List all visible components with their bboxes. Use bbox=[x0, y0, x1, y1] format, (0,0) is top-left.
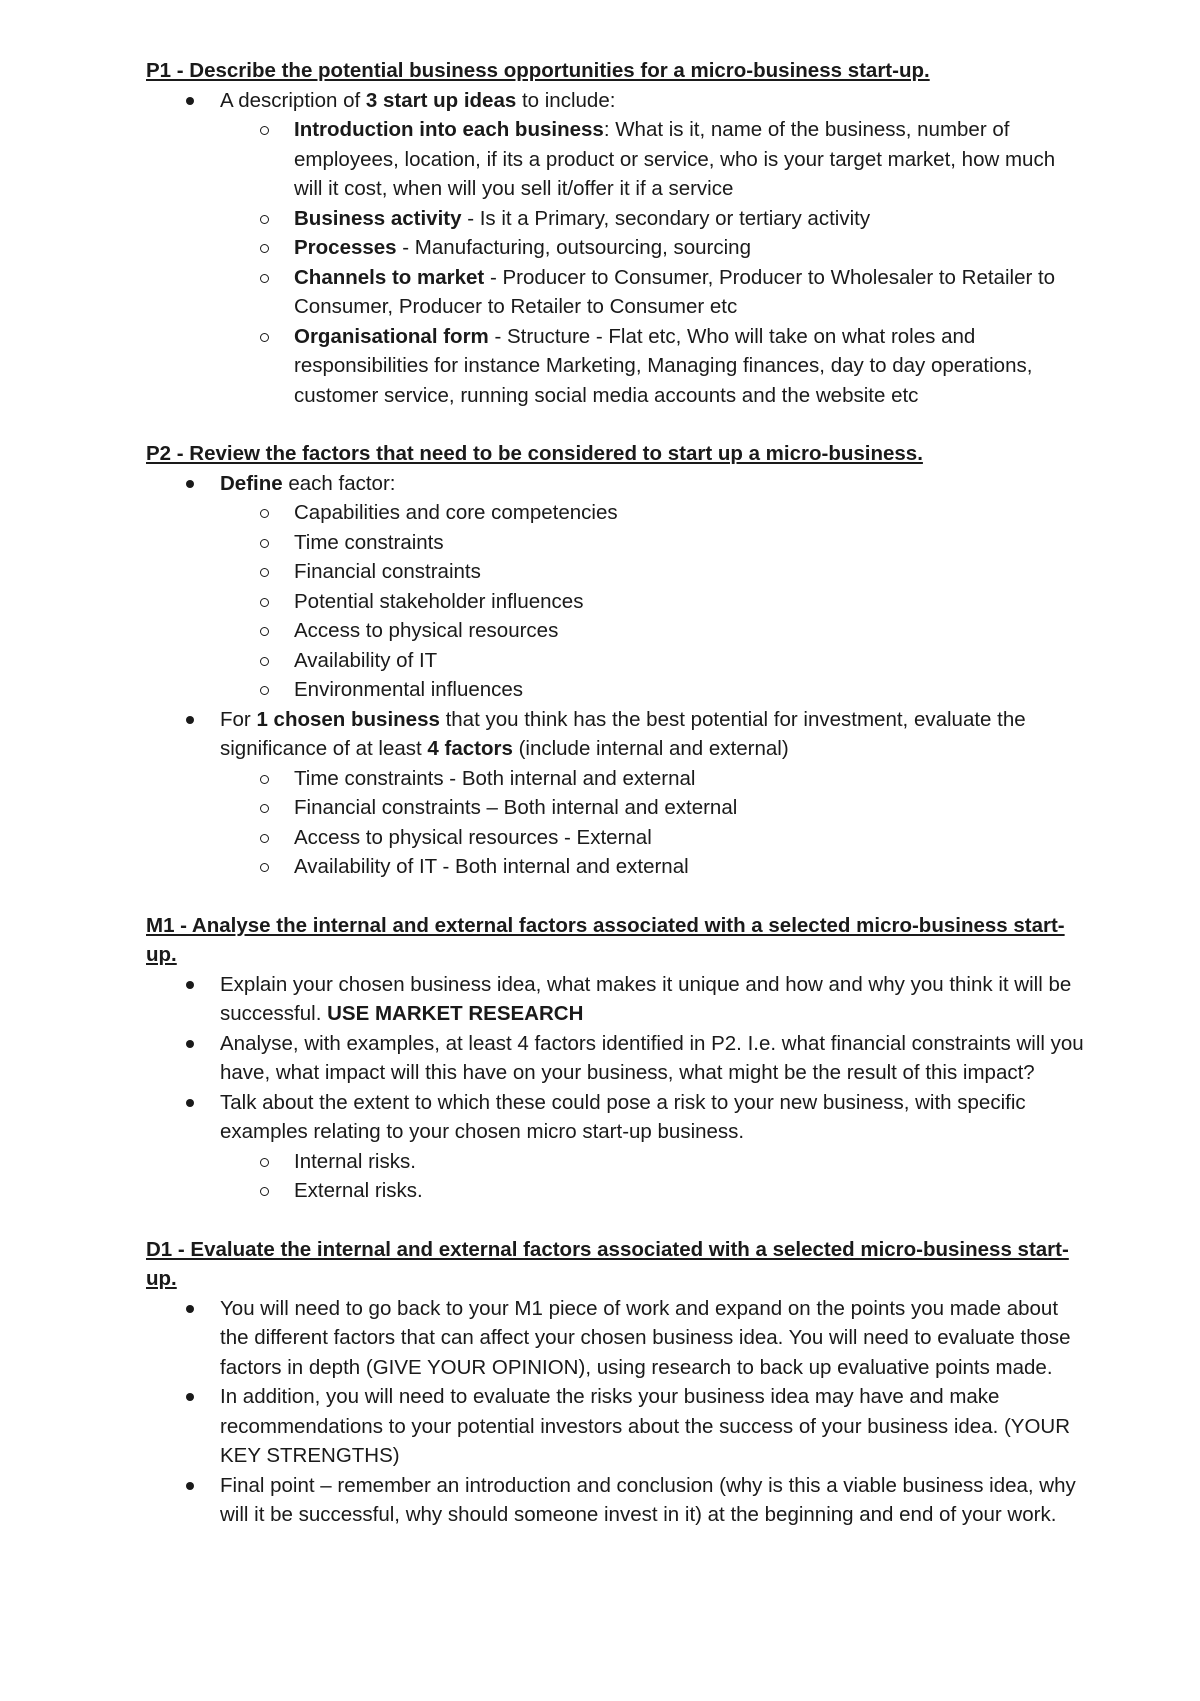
list-item: Business activity - Is it a Primary, secondary or tertiary activity bbox=[220, 204, 1086, 234]
list-item: Channels to market - Producer to Consumer, Producer to Wholesaler to Retailer to Consumer, Producer to Retailer to Consumer etc bbox=[220, 263, 1086, 322]
list-item: Processes - Manufacturing, outsourcing, sourcing bbox=[220, 233, 1086, 263]
list-item: Talk about the extent to which these could pose a risk to your new business, with specific examples relating to your chosen micro start-up business. Internal risks. External risks. bbox=[146, 1088, 1086, 1206]
list-item: In addition, you will need to evaluate the risks your business idea may have and make recommendations to your potential investors about the success of your business idea. (YOUR KEY STRENGTHS) bbox=[146, 1382, 1086, 1471]
section-heading: D1 - Evaluate the internal and external factors associated with a selected micro-business start-up. bbox=[146, 1237, 1069, 1290]
list-item: Access to physical resources bbox=[220, 616, 1086, 646]
list-item: Capabilities and core competencies bbox=[220, 498, 1086, 528]
list-item: Availability of IT - Both internal and external bbox=[220, 852, 1086, 882]
list-item: Financial constraints – Both internal and external bbox=[220, 793, 1086, 823]
list-item: Introduction into each business: What is it, name of the business, number of employees, location, if its a product or service, who is your target market, how much will it cost, when will you sell it/offer it if a service bbox=[220, 115, 1086, 204]
section-p1 bbox=[146, 56, 1086, 410]
list-item: Availability of IT bbox=[220, 646, 1086, 676]
list-item: Define each factor: Capabilities and core competencies Time constraints Financial constraints Potential stakeholder influences Access to physical resources Availability of IT Environmental influences bbox=[146, 469, 1086, 705]
list-item: Analyse, with examples, at least 4 factors identified in P2. I.e. what financial constraints will you have, what impact will this have on your business, what might be the result of this impact? bbox=[146, 1029, 1086, 1088]
section-heading: P2 - Review the factors that need to be considered to start up a micro-business. bbox=[146, 442, 923, 465]
list-item: You will need to go back to your M1 piece of work and expand on the points you made about the different factors that can affect your chosen business idea. You will need to evaluate those factors in depth (GIVE YOUR OPINION), using research to back up evaluative points made. bbox=[146, 1294, 1086, 1383]
list-item: For 1 chosen business that you think has the best potential for investment, evaluate the significance of at least 4 factors (include internal and external) Time constraints - Both internal and external Financial constraints – Both internal and external Access to physical resources - External Availability of IT - Both internal and external bbox=[146, 705, 1086, 882]
list-item: A description of 3 start up ideas to include: Introduction into each business: What is it, name of the business, number of employees, location, if its a product or service, who is your target market, how much will it cost, when will you sell it/offer it if a service Business activity - Is it a Primary, secondary or tertiary activity Processes - Manufacturing, outsourcing, sourcing Channels to market - Producer to Consumer, Producer to Wholesaler to Retailer to Consumer, Producer to Retailer to Consumer etc Organisational form - Structure - Flat etc, Who will take on what roles and responsibilities for instance Marketing, Managing finances, day to day operations, customer service, running social media accounts and the website etc bbox=[146, 86, 1086, 411]
section-m1 bbox=[146, 911, 1086, 1206]
list-item: Financial constraints bbox=[220, 557, 1086, 587]
list-item: Potential stakeholder influences bbox=[220, 587, 1086, 617]
section-p2 bbox=[146, 439, 1086, 882]
list-item: Time constraints - Both internal and external bbox=[220, 764, 1086, 794]
list-item: External risks. bbox=[220, 1176, 1086, 1206]
list-item: Organisational form - Structure - Flat etc, Who will take on what roles and responsibilities for instance Marketing, Managing finances, day to day operations, customer service, running social media accounts and the website etc bbox=[220, 322, 1086, 411]
list-item: Final point – remember an introduction and conclusion (why is this a viable business idea, why will it be successful, why should someone invest in it) at the beginning and end of your work. bbox=[146, 1471, 1086, 1530]
list-item: Access to physical resources - External bbox=[220, 823, 1086, 853]
section-heading: P1 - Describe the potential business opportunities for a micro-business start-up. bbox=[146, 59, 930, 82]
list-item: Internal risks. bbox=[220, 1147, 1086, 1177]
document-page bbox=[146, 56, 1086, 1559]
list-item: Environmental influences bbox=[220, 675, 1086, 705]
section-d1 bbox=[146, 1235, 1086, 1530]
section-heading: M1 - Analyse the internal and external factors associated with a selected micro-business start-up. bbox=[146, 913, 1065, 966]
list-item: Explain your chosen business idea, what makes it unique and how and why you think it will be successful. USE MARKET RESEARCH bbox=[146, 970, 1086, 1029]
list-item: Time constraints bbox=[220, 528, 1086, 558]
